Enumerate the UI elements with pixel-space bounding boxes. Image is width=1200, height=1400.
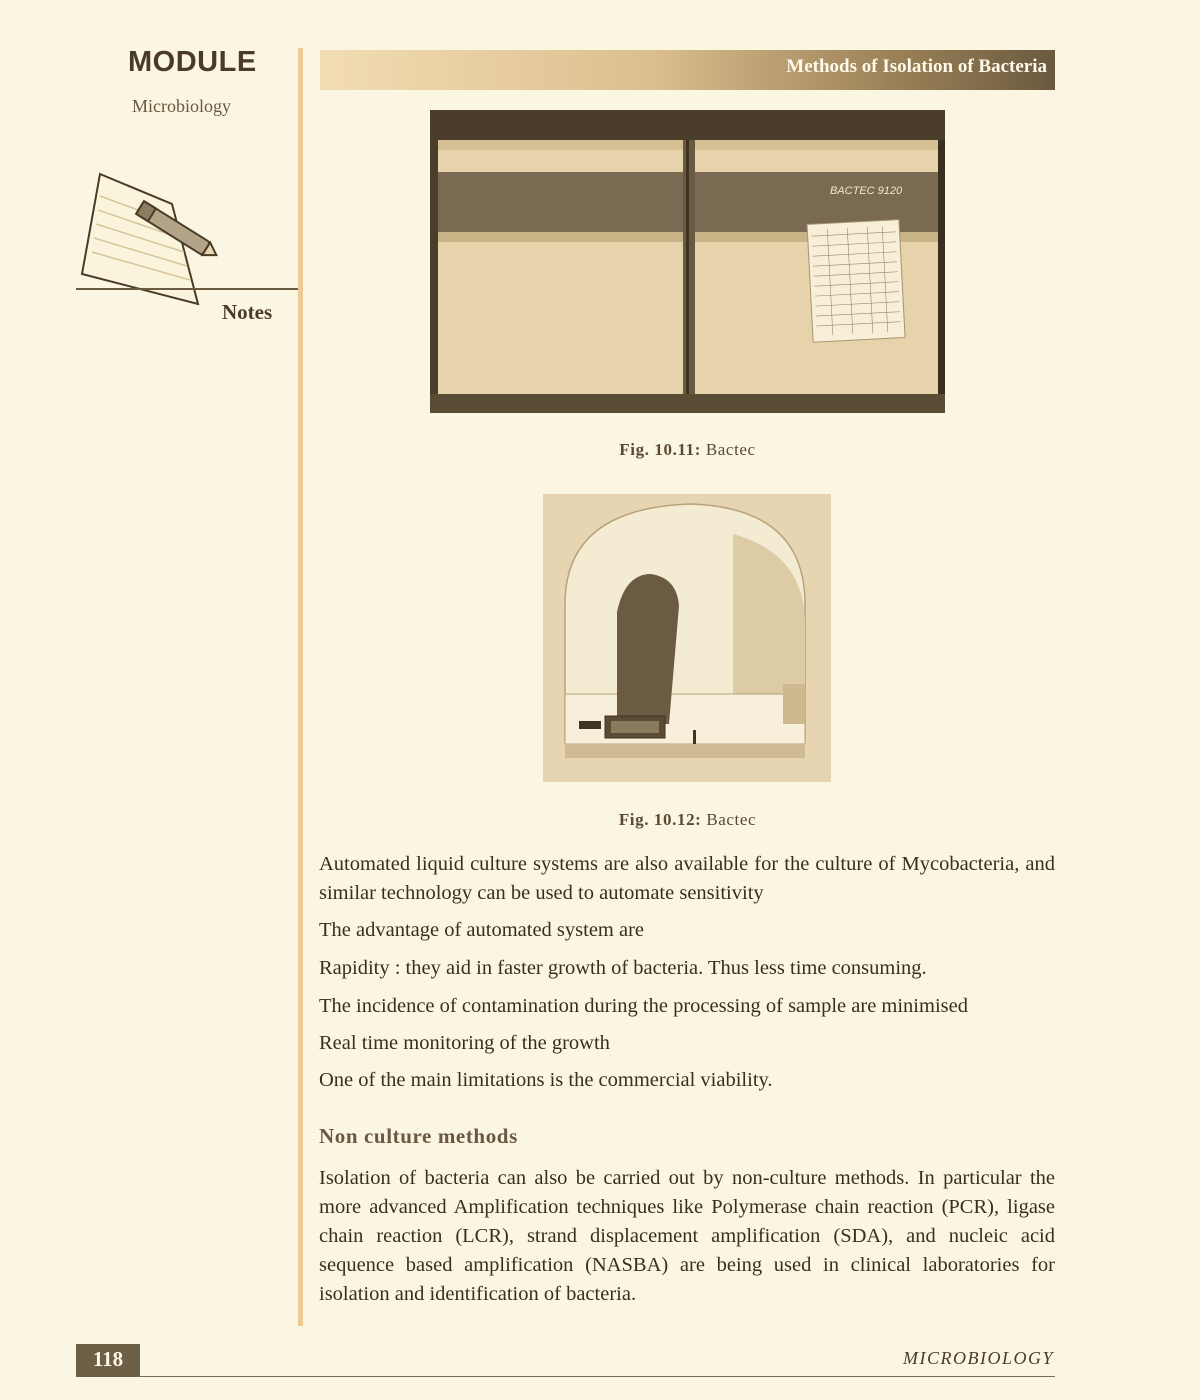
paragraph-automated-systems: Automated liquid culture systems are also available for the culture of Mycobacteria, and similar technology can be used to automate sensitivity: [319, 853, 1055, 904]
figure-label: Fig. 10.12:: [618, 810, 702, 829]
figure-caption-10-11: [0, 440, 1200, 460]
figure-label: Fig. 10.11:: [619, 440, 701, 459]
notes-divider: [76, 288, 298, 290]
paragraph-contamination: The incidence of contamination during the processing of sample are minimised: [319, 995, 968, 1017]
page-number: 118: [92, 1347, 124, 1371]
bactec-9120-device-label: BACTEC 9120: [830, 185, 903, 197]
bactec-9120-photo: [430, 110, 945, 413]
paragraph-non-culture: Isolation of bacteria can also be carried out by non-culture methods. In particular the more advanced Amplification techniques like Polymerase chain reaction (PCR), ligase chain reaction (LCR), strand displacement amplification (SDA), and nucleic acid sequence based amplification (NASBA) are being used in clinical laboratories for isolation and identification of bacteria.: [319, 1167, 1055, 1305]
paragraph-rapidity: Rapidity : they aid in faster growth of bacteria. Thus less time consuming.: [319, 957, 927, 979]
bactec-benchtop-photo: [543, 494, 831, 782]
figure-caption-text: Bactec: [705, 440, 756, 459]
paragraph-real-time: Real time monitoring of the growth: [319, 1032, 610, 1054]
chapter-title: Methods of Isolation of Bacteria: [786, 56, 1047, 77]
module-title: MODULE: [128, 46, 257, 78]
paragraph-limitations: One of the main limitations is the commercial viability.: [319, 1069, 773, 1091]
module-subtitle: Microbiology: [132, 96, 231, 116]
footer-rule: [140, 1376, 1055, 1377]
section-heading: Non culture methods: [319, 1124, 518, 1148]
figure-caption-text: Bactec: [706, 810, 757, 829]
chapter-header: [320, 50, 1055, 90]
notes-label: Notes: [222, 300, 273, 324]
page-number-box: [76, 1344, 140, 1377]
figure-caption-10-12: [0, 810, 1200, 830]
paragraph-advantages-intro: The advantage of automated system are: [319, 919, 645, 941]
margin-rule: [298, 48, 303, 1326]
footer-book-title: MICROBIOLOGY: [903, 1348, 1054, 1368]
